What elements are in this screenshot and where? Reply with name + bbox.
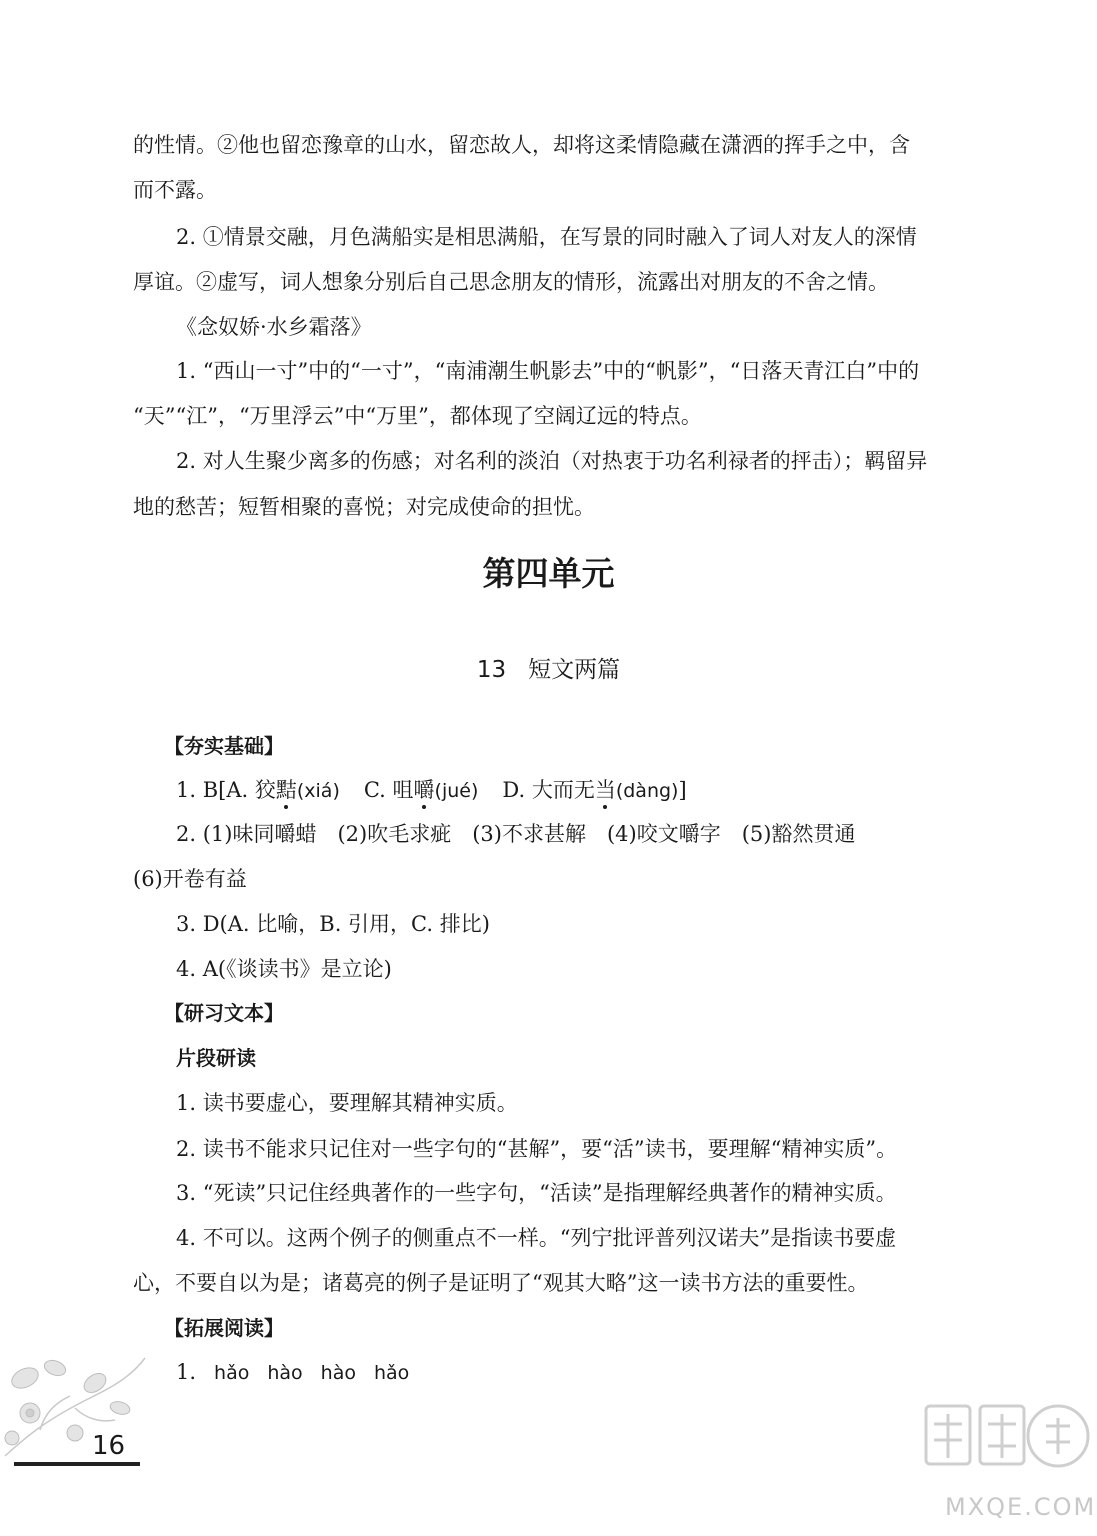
pinyin: hào <box>267 1362 303 1384</box>
poem-answer-line-2: “天”“江”，“万里浮云”中“万里”，都体现了空阔辽远的特点。 <box>133 404 702 428</box>
poem-answer-line-1: 1. “西山一寸”中的“一寸”，“南浦潮生帆影去”中的“帆影”，“日落天青江白”中的 <box>176 359 920 383</box>
pinyin: hǎo <box>373 1362 410 1384</box>
poem-answer-line-4: 地的愁苦；短暂相聚的喜悦；对完成使命的担忧。 <box>133 495 595 519</box>
floral-decoration-icon <box>0 1338 150 1462</box>
pinyin: (dàng) <box>615 780 679 802</box>
emphasized-char: 嚼 <box>413 778 435 802</box>
pinyin: hào <box>320 1362 356 1384</box>
section-heading-study: 【研习文本】 <box>164 1001 284 1025</box>
prev-answer-line-3: 2. ①情景交融，月色满船实是相思满船，在写景的同时融入了词人对友人的深情 <box>176 225 917 249</box>
section-heading-foundation: 【夯实基础】 <box>164 734 284 758</box>
study-answer-1: 1. 读书要虚心，要理解其精神实质。 <box>176 1091 518 1115</box>
poem-answer-line-3: 2. 对人生聚少离多的伤感；对名利的淡泊（对热衷于功名利禄者的抨击）；羁留异 <box>176 449 928 473</box>
pinyin: (jué) <box>434 780 479 802</box>
lesson-number: 13 <box>476 657 507 683</box>
foundation-answer-4: 4. A(《谈读书》是立论) <box>176 957 392 981</box>
extend-answer-1 <box>176 1357 409 1388</box>
footer-rule <box>14 1462 140 1466</box>
lesson-title <box>0 654 1097 686</box>
pinyin: (xiá) <box>296 780 340 802</box>
emphasized-char: 当 <box>594 778 616 802</box>
study-answer-2: 2. 读书不能求只记住对一些字句的“甚解”，要“活”读书，要理解“精神实质”。 <box>176 1137 898 1161</box>
prev-answer-line-2: 而不露。 <box>133 178 217 202</box>
emphasized-char: 黠 <box>275 778 297 802</box>
lesson-name: 短文两篇 <box>528 657 621 683</box>
study-answer-4b: 心，不要自以为是；诸葛亮的例子是证明了“观其大略”这一读书方法的重要性。 <box>133 1271 869 1295</box>
prev-answer-line-1: 的性情。②他也留恋豫章的山水，留恋故人，却将这柔情隐藏在潇洒的挥手之中，含 <box>133 133 910 157</box>
watermark-site-text: MXQE.COM <box>945 1493 1097 1521</box>
extend-number: 1. <box>176 1360 197 1384</box>
page-number: 16 <box>92 1431 126 1461</box>
pinyin: hǎo <box>214 1362 250 1384</box>
study-answer-4a: 4. 不可以。这两个例子的侧重点不一样。“列宁批评普列汉诺夫”是指读书要虚 <box>176 1226 897 1250</box>
poem-title: 《念奴娇·水乡霜落》 <box>176 315 372 339</box>
q1-end: ] <box>678 778 687 802</box>
foundation-answer-3: 3. D(A. 比喻，B. 引用，C. 排比) <box>176 912 490 936</box>
study-answer-3: 3. “死读”只记住经典著作的一些字句，“活读”是指理解经典著作的精神实质。 <box>176 1181 897 1205</box>
foundation-answer-1 <box>176 775 687 806</box>
section-heading-extend: 【拓展阅读】 <box>164 1316 284 1340</box>
prev-answer-line-4: 厚谊。②虚写，词人想象分别后自己思念朋友的情形，流露出对朋友的不舍之情。 <box>133 270 889 294</box>
q1-prefix: 1. B[A. 狡 <box>176 778 276 802</box>
q1-option-c: C. 咀 <box>363 778 414 802</box>
unit-title: 第四单元 <box>482 554 615 593</box>
foundation-answer-2b: (6)开卷有益 <box>133 867 247 891</box>
foundation-answer-2a: 2. (1)味同嚼蜡 (2)吹毛求疵 (3)不求甚解 (4)咬文嚼字 (5)豁然贯通 <box>176 822 856 846</box>
q1-option-d: D. 大而无 <box>502 778 595 802</box>
subsection-heading: 片段研读 <box>176 1046 256 1070</box>
